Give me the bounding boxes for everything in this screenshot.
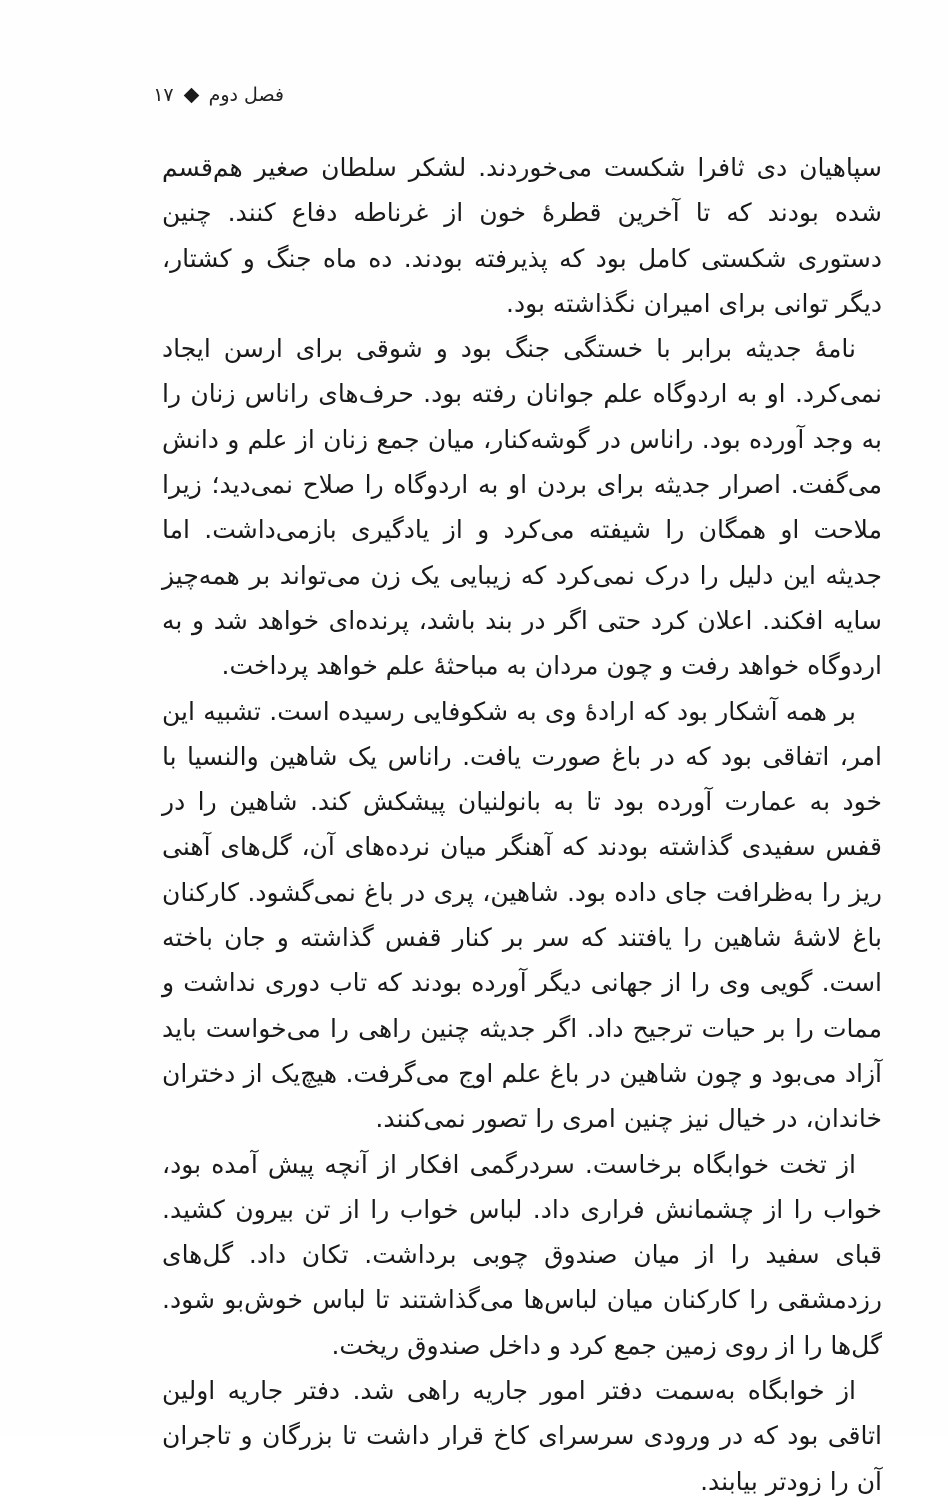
running-header (144, 84, 284, 106)
chapter-title: فصل دوم (208, 84, 284, 106)
paragraph-5: از خوابگاه به‌سمت دفتر امور جاریه راهی شد. دفتر جاریه اولین اتاقی بود که در ورودی سرسرای کاخ قرار داشت تا بزرگان و تاجران آن را زودتر بیابند. (162, 1376, 882, 1496)
paragraph-1: سپاهیان دی ثافرا شکست می‌خوردند. لشکر سلطان صغیر هم‌قسم شده بودند که تا آخرین قطرهٔ خون از غرناطه دفاع کنند. چنین دستوری شکستی کامل بود که پذیرفته بودند. ده ماه جنگ و کشتار، دیگر توانی برای امیران نگذاشته بود. (162, 153, 882, 318)
paragraph-3: بر همه آشکار بود که ارادهٔ وی به شکوفایی رسیده است. تشبیه این امر، اتفاقی بود که در باغ صورت یافت. راناس یک شاهین والنسیا با خود به عمارت آورده بود تا به بانولنیان پیشکش کند. شاهین را در قفس سفیدی گذاشته بودند که آهنگر میان نرده‌های آن، گل‌های آهنی ریز را به‌ظرافت جای داده بود. شاهین، پری در باغ نمی‌گشود. کارکنان باغ لاشهٔ شاهین را یافتند که سر بر کنار قفس گذاشته و جان باخته است. گویی وی را از جهانی دیگر آورده بودند که تاب دوری نداشت و ممات را بر حیات ترجیح داد. اگر جدیثه چنین راهی را می‌خواست باید آزاد می‌بود و چون شاهین در باغ علم اوج می‌گرفت. هیچ‌یک از دختران خاندان، در خیال نیز چنین امری را تصور نمی‌کنند. (162, 696, 882, 1134)
paragraph-4: از تخت خوابگاه برخاست. سردرگمی افکار از آنچه پیش آمده بود، خواب را از چشمانش فراری داد. لباس خواب را از تن بیرون کشید. قبای سفید را از میان صندوق چوبی برداشت. تکان داد. گل‌های رزدمشقی را کارکنان میان لباس‌ها می‌گذاشتند تا لباس خوش‌بو شود. گل‌ها را از روی زمین جمع کرد و داخل صندوق ریخت. (162, 1149, 882, 1360)
page-number: ۱۷ (153, 84, 174, 106)
paragraph-2: نامهٔ جدیثه برابر با خستگی جنگ بود و شوقی برای ارسن ایجاد نمی‌کرد. او به اردوگاه علم جوانان رفته بود. حرف‌های راناس زنان را به وجد آورده بود. راناس در گوشه‌کنار، میان جمع زنان از علم و دانش می‌گفت. اصرار جدیثه برای بردن او به اردوگاه را صلاح نمی‌دید؛ زیرا ملاحت او همگان را شیفته می‌کرد و از یادگیری بازمی‌داشت. اما جدیثه این دلیل را درک نمی‌کرد که زیبایی یک زن می‌تواند بر همه‌چیز سایه افکند. اعلان کرد حتی اگر در بند باشد، پرنده‌ای خواهد شد و به اردوگاه خواهد رفت و چون مردان به مباحثهٔ علم خواهد پرداخت. (162, 334, 882, 681)
body-text (162, 145, 882, 1504)
diamond-icon (183, 87, 199, 103)
